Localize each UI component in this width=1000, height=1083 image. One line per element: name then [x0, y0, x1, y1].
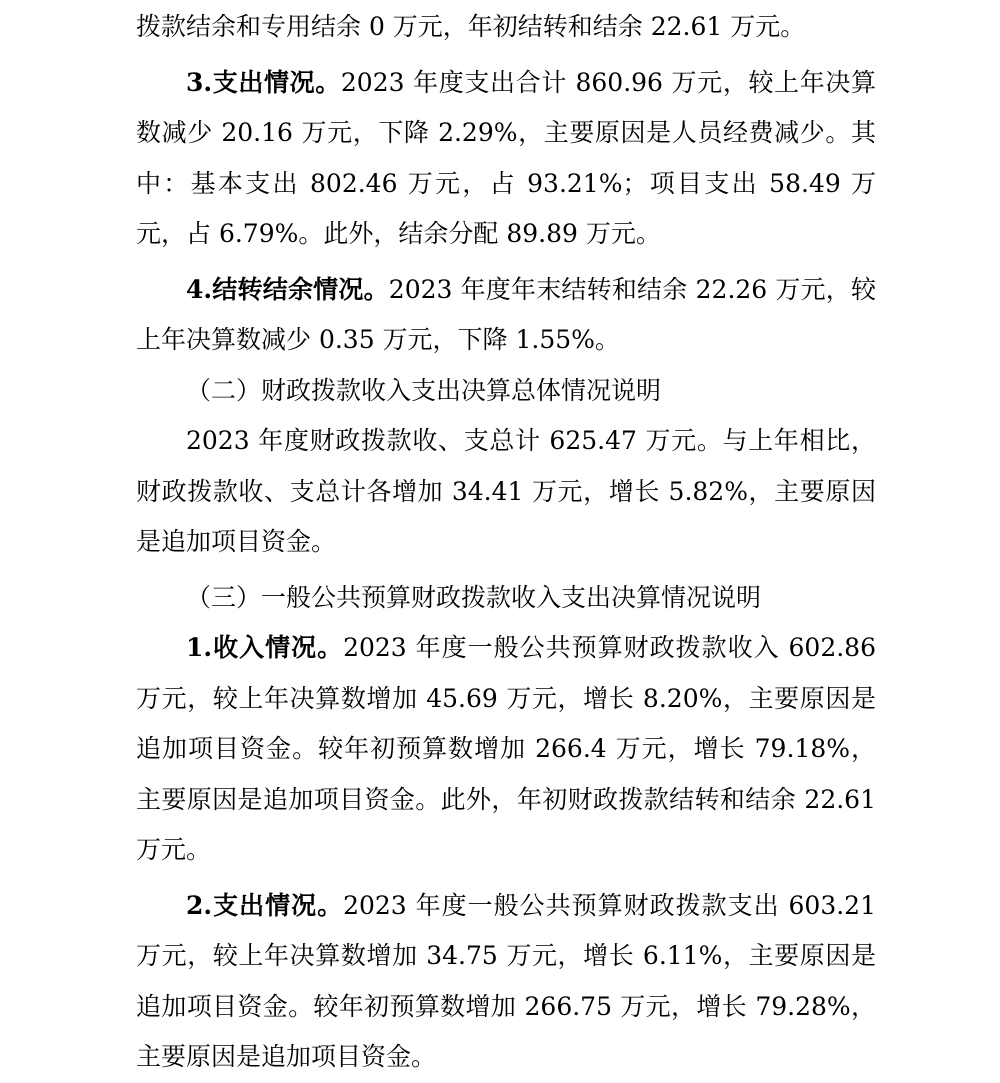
paragraph-lead: 4.结转结余情况。 [186, 274, 389, 304]
section-heading-fiscal-overall [136, 366, 876, 417]
paragraph-lead: 1.收入情况。 [186, 633, 344, 662]
paragraph-text: 2023 年度财政拨款收、支总计 625.47 万元。与上年相比，财政拨款收、支总计各增加 34.41 万元，增长 5.82%，主要原因是追加项目资金。 [136, 426, 876, 556]
paragraph-expenditure [136, 58, 876, 260]
paragraph-carryover [136, 265, 876, 366]
section-heading-text: （三）一般公共预算财政拨款收入支出决算情况说明 [186, 582, 762, 612]
paragraph-general-income [136, 623, 876, 876]
paragraph-balance-continued [136, 2, 876, 53]
paragraph-text: 拨款结余和专用结余 0 万元，年初结转和结余 22.61 万元。 [136, 12, 806, 41]
paragraph-lead: 2.支出情况。 [186, 890, 344, 920]
paragraph-lead: 3.支出情况。 [186, 67, 341, 97]
paragraph-text: 2023 年度支出合计 860.96 万元，较上年决算数减少 20.16 万元，下降 2.29%，主要原因是人员经费减少。其中：基本支出 802.46 万元，占 93.21%；项目支出 58.49 万元，占 6.79%。此外，结余分配 89.89 万元。 [136, 67, 876, 248]
document-page [136, 0, 876, 1083]
paragraph-text: 2023 年度年末结转和结余 22.26 万元，较上年决算数减少 0.35 万元，下降 1.55%。 [136, 274, 876, 354]
paragraph-fiscal-overall [136, 416, 876, 568]
paragraph-text: 2023 年度一般公共预算财政拨款收入 602.86 万元，较上年决算数增加 45.69 万元，增长 8.20%，主要原因是追加项目资金。较年初预算数增加 266.4 万元，增长 79.18%，主要原因是追加项目资金。此外，年初财政拨款结转和结余 22.61 万元。 [136, 633, 876, 864]
paragraph-general-expenditure [136, 881, 876, 1083]
paragraph-text: 2023 年度一般公共预算财政拨款支出 603.21 万元，较上年决算数增加 34.75 万元，增长 6.11%，主要原因是追加项目资金。较年初预算数增加 266.75 万元，增长 79.28%，主要原因是追加项目资金。 [136, 890, 876, 1071]
section-heading-general-budget [136, 573, 876, 624]
section-heading-text: （二）财政拨款收入支出决算总体情况说明 [186, 375, 662, 405]
